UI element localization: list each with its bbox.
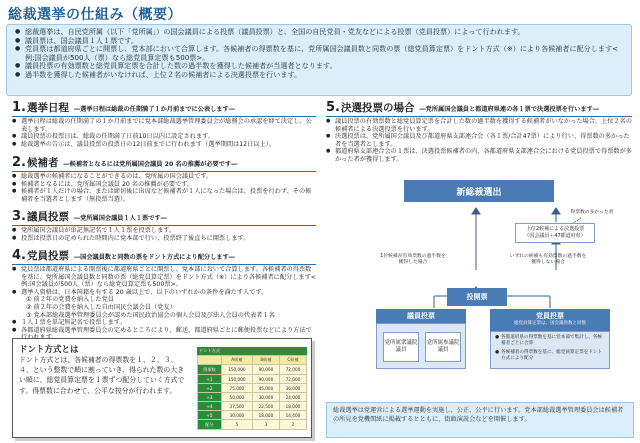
majority-right-note: いずれの候補も有効票数の過半数を獲得しない場合 (509, 254, 587, 265)
table-cell: 18,000 (252, 411, 279, 420)
lower-house-box: 党所属衆議院議員 (383, 332, 419, 362)
intro-item: ● 党員票は都道府県ごとに開票し、党本部において合算します。各候補者の得票数を基に、党所属国会議員数と同数の票（総党員算定票）をドント方式（※）により各候補者に配分します<例:国会議員が500人（票）なら総党員算定票も500票>。 (15, 45, 625, 62)
table-header: B候補 (252, 356, 279, 365)
table-cell: 37,500 (221, 402, 252, 411)
section-number: 3. (12, 209, 26, 224)
table-cell: 150,000 (221, 365, 252, 375)
bottom-note-box: 総裁選挙は党運営による選挙運動を実施し、公正、公平に行います。党本部総裁選挙管理委員会は候補者の所見を党機関紙に掲載するとともに、街頭演説会などを開催します。 (326, 402, 634, 438)
intro-item: ● 過半数を獲得した候補者がいなければ、上位２名の候補者による決選投票を行います。 (15, 71, 625, 80)
intro-item: ● 議員投票の有効票数と総党員算定票を合計した数の過半数を獲得した候補者が当選者となります。 (15, 62, 625, 71)
table-cell: 36,000 (279, 384, 306, 393)
list-item: ● 党所属国会議員が単記無記名で１人１票を投票します。 (12, 227, 316, 235)
table-cell: 90,000 (252, 375, 279, 384)
table-row (198, 420, 307, 430)
list-item: ● 議員投票の有効票数と総党員算定票を合計した数の過半数を獲得する候補者がいなかった場合、上位２名の候補者による決選投票を行います。 (326, 118, 632, 133)
table-cell: 72,000 (279, 365, 306, 375)
dhondt-text: ドント方式とは、各候補者の得票数を１、２、３、４、という整数で順に割っていき、得られた数の大きい順に、総党員算定票を１票ずつ配分していく方式です。得票数に合わせて、公平な按分が行われます。 (19, 356, 185, 395)
list-item: ● 総裁選挙の候補者になることができるのは、党所属の国会議員です。 (12, 173, 316, 181)
table-row (198, 384, 307, 393)
list-item: ● 投票は投票日の定められた時間内に党本部で行い、投票終了後直ちに開票します。 (12, 235, 316, 243)
intro-item: ● 議員票は、国会議員１人１票です。 (15, 37, 625, 46)
list-item: ● 総裁選挙の告示は、議員投票の投票日の12日前までに行われます（選挙期間は12日以上）。 (12, 141, 316, 149)
section-candidates (12, 155, 316, 203)
table-cell: 150,000 (221, 375, 252, 384)
section-member-vote (12, 209, 316, 242)
table-cell: 30,000 (221, 411, 252, 420)
table-cell: 18,000 (279, 402, 306, 411)
section-number: 2. (12, 155, 26, 170)
table-cell: 45,000 (252, 384, 279, 393)
intro-item: ● 総裁選挙は、自民党所属（以下「党所属」）の国会議員による投票（議員投票）と、全国の自民党員・党友などによる投票（党員投票）によって行われます。 (15, 28, 625, 37)
runoff-box (515, 223, 595, 243)
table-cell: ÷2 (198, 384, 222, 393)
list-item: ● 選挙日程は総裁の任期満了の１か月前までに党本部総裁選挙管理委員会が総務会の承認を経て決定し、公表します。 (12, 118, 316, 133)
table-row (198, 402, 307, 411)
section-title: 選挙日程 (26, 102, 69, 114)
list-item: ● 選挙人資格は、日本国籍を有する 20 歳以上で、以下のいずれかの条件を満たす人です。 (12, 289, 316, 297)
party-vote-sub: 総党員算定票は、国会議員数と同数 (514, 321, 586, 326)
section-title: 候補者 (26, 157, 59, 169)
section-title: 議員投票 (26, 211, 69, 223)
table-cell: 72,000 (279, 375, 306, 384)
dhondt-explainer-box (12, 338, 312, 438)
section-title: 決選投票の場合 (340, 102, 415, 114)
list-item: ● 決選投票は、党所属国会議員及び都道府県支部連合会（各１票/合計47票）により行い、得票数の多かった者を当選者とします。 (326, 133, 632, 148)
table-cell: 得票数 (198, 365, 222, 375)
list-item: ● 候補者となるには、党所属国会議員 20 名の推薦が必要です。 (12, 181, 316, 189)
list-subitem: ② 前２年の会費を納入した自由国民会議会員（党友） (26, 303, 176, 311)
page-title: 総裁選挙の仕組み（概要） (8, 7, 182, 23)
list-item: ● 候補者が１人だけの場合、または締切後に出席など候補者が１人になった場合は、投票を行わず、その候補者を当選者とします（無投票当選）。 (12, 188, 316, 203)
table-header (198, 356, 222, 365)
table-row (198, 365, 307, 375)
section-subtitle: ―党所属国会議員１人１票です― (73, 215, 167, 222)
list-item: ● 都道府県支部連合会の１票は、決選投票候補者の内、各都道府県支部連合会における党員投票で得票数が多かった者が獲得します。 (326, 148, 632, 163)
party-vote-panel (490, 331, 610, 369)
member-vote-panel (376, 323, 466, 369)
table-row (198, 411, 307, 420)
dhondt-table (197, 347, 307, 430)
dhondt-table-caption: ドント方式 (197, 347, 307, 355)
section-number: 4. (12, 248, 26, 263)
intro-box (6, 24, 632, 96)
party-note: ● 各都道府県の得票数を基に党本部で集計し、各候補者ごとに合算 (495, 335, 603, 347)
upper-house-box: 党所属参議院議員 (425, 332, 461, 362)
section-subtitle: ―選挙日程は総裁の任期満了１か月前までに公表します― (73, 106, 235, 113)
table-cell: 75,000 (221, 384, 252, 393)
party-vote-label: 党員投票 (536, 312, 564, 320)
section-election-schedule (12, 100, 316, 148)
section-subtitle: ―党所属国会議員と都道府県連の各１票で決選投票を行います― (419, 106, 599, 113)
runoff-winner-note: 得票数の多かった者 (570, 210, 614, 215)
table-cell: 配分 (198, 420, 222, 430)
table-cell: 50,000 (221, 393, 252, 402)
table-cell: 14,400 (279, 411, 306, 420)
list-item: ● １人１票を単記無記名で投票します。 (12, 319, 316, 327)
new-president-box: 新総裁選出 (404, 180, 554, 202)
section-number: 1. (12, 100, 26, 115)
runoff-label: 上位2候補による決選投票 (525, 226, 585, 232)
table-cell: ÷4 (198, 402, 222, 411)
section-title: 党員投票 (26, 250, 69, 262)
table-row (198, 393, 307, 402)
runoff-sub: （国会議員＋47都道府県） (524, 233, 586, 239)
table-cell: ÷1 (198, 375, 222, 384)
party-vote-box (490, 309, 610, 331)
section-party-vote (12, 248, 316, 342)
section-subtitle: ―候補者となるには党所属国会議員 20 名の推薦が必要です― (63, 161, 238, 168)
table-cell: ÷3 (198, 393, 222, 402)
count-box: 投開票 (447, 288, 507, 306)
table-cell: 5 (221, 420, 252, 430)
list-item: ● 議員投票の投票日は、総裁の任期満了日前10日以内に設定されます。 (12, 133, 316, 141)
table-row (198, 375, 307, 384)
table-cell: 90,000 (252, 365, 279, 375)
section-number: 5. (326, 100, 340, 115)
list-item: ● 党員票は都道府県による開票後に都道府県ごとに開票し、党本部において合算します。各候補者の得票数を基に、党所属国会議員数と同数の票（総党員算定票）をドント方式（※）により各候補者に配分します<例:国会議員が500人（票）なら総党員算定票も500票>。 (12, 266, 316, 289)
section-subtitle: ―国会議員数と同数の票をドント方式により配分します― (73, 254, 235, 261)
table-header: C候補 (279, 356, 306, 365)
table-cell: 24,000 (279, 393, 306, 402)
dhondt-title: ドント方式とは (19, 345, 79, 355)
table-cell: ÷5 (198, 411, 222, 420)
list-item: ● 各都道府県総裁選挙管理委員会の定めるところにより、郵送、都道府県ごとに郵便投票などにより方法で (12, 327, 316, 342)
table-cell: 2 (279, 420, 306, 430)
list-subitem: ① 前２年の党費を納入した党員 (26, 296, 114, 304)
table-cell: 3 (252, 420, 279, 430)
member-vote-box: 議員投票 (376, 309, 466, 323)
list-subitem: ③ 党本部総裁選挙管理委員会が認めた国民政治協会の個人会員及び法人会員の代表者１名 (26, 311, 275, 319)
party-note: ● 各候補者の得票数を基に、総党員算定票をドント方式により配分 (495, 349, 603, 362)
table-header: A候補 (221, 356, 252, 365)
section-runoff (326, 100, 632, 164)
table-cell: 30,000 (252, 393, 279, 402)
table-cell: 22,500 (252, 402, 279, 411)
majority-left-note: 1位候補が有効票数の過半数を獲得した場合 (380, 254, 446, 265)
